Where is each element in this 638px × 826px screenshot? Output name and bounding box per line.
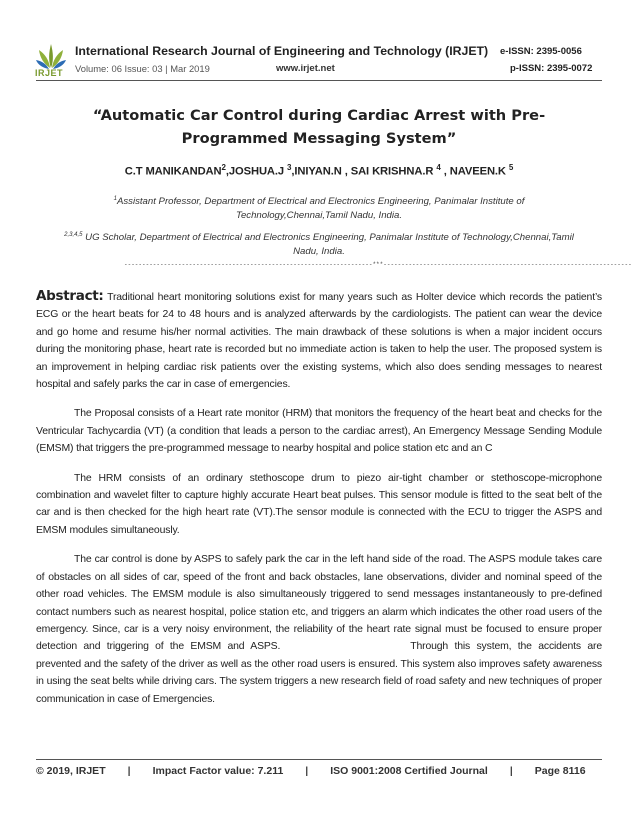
author-name: , NAVEEN.K (440, 165, 509, 178)
author-sup: 4 (436, 163, 441, 172)
affiliation-text: Assistant Professor, Department of Electrical and Electronics Engineering, Panimalar Institute of Technology,Chennai,Tamil Nadu, India. (116, 196, 525, 222)
page-footer (36, 765, 602, 777)
body-paragraph: The Proposal consists of a Heart rate monitor (HRM) that monitors the frequency of the heart beat and checks for the Ventricular Tachycardia (VT) (a condition that leads a person to the cardiac arrest), An Emergency Message Sending Module (EMSM) that triggers the pre-programmed message to nearby hospital and police station etc and an C (36, 408, 602, 455)
author-sup: 3 (287, 163, 292, 172)
paragraph-text: The car control is done by ASPS to safely park the car in the left hand side of the road. The ASPS module takes care of obstacles on all sides of car, speed of the front and back obstacles, lane observations, divider and nominal speed of the other road vehicles. The EMSM module is also simultaneously triggered to send messages instantaneously to pre-defined contact numbers such as nearest hospital, police station etc, and triggers an alarm which indicates the other road users of the emergency. Since, car is a very noisy environment, the reliability of the heart rate signal must be focused to ensure proper detection and triggering of the EMSM and ASPS. (36, 554, 602, 653)
author-name: ,JOSHUA.J (225, 165, 288, 178)
affiliation-sup: 2,3,4,5 (64, 232, 83, 238)
logo-text: IRJET (35, 68, 64, 78)
header-rule (36, 80, 602, 81)
author-list (40, 163, 598, 178)
affiliation (60, 192, 578, 223)
page-number: Page 8116 (534, 765, 586, 777)
page-header (0, 0, 638, 84)
abstract-paragraph (36, 288, 602, 393)
author-sup: 5 (508, 163, 514, 172)
journal-name: International Research Journal of Engineering and Technology (IRJET) (75, 44, 489, 58)
paper-title: “Automatic Car Control during Cardiac Arrest with Pre-Programmed Messaging System” (92, 107, 546, 147)
e-issn: e-ISSN: 2395-0056 (500, 46, 582, 57)
abstract-text: Traditional heart monitoring solutions exist for many years such as Holter device which records the patient’s ECG or the heart beats for 24 to 48 hours and is analyzed afterwards by the cardiologists. The patient can wear the device and go home and resume his/her normal activities. The main drawback of these solutions is when a major incident occurs during the monitoring phase, heart rate is recorded but no immediate action is taken to help the user. The proposed system is an improvement in helping cardiac risk patients over the existing systems, which also does sending messages to nearest hospital and safely parks the car in case of emergencies. (36, 292, 602, 391)
affiliation (60, 228, 578, 259)
section-separator: ---------------------------------------------------------------------***--------------------------------------------------------------------- (124, 261, 632, 268)
journal-website-link[interactable]: www.irjet.net (276, 63, 335, 74)
impact-factor: Impact Factor value: 7.211 (152, 765, 284, 777)
affiliation-text: UG Scholar, Department of Electrical and Electronics Engineering, Panimalar Institute of Technology,Chennai,Tamil Nadu, India. (82, 232, 574, 258)
footer-rule (36, 759, 602, 760)
footer-divider: | (127, 765, 131, 777)
abstract-label: Abstract: (36, 288, 104, 304)
footer-divider: | (305, 765, 309, 777)
footer-divider: | (509, 765, 513, 777)
iso-certification: ISO 9001:2008 Certified Journal (330, 765, 488, 777)
volume-issue: Volume: 06 Issue: 03 | Mar 2019 (75, 63, 210, 74)
copyright: © 2019, IRJET (36, 765, 106, 777)
paragraph-text: Through this system, the accidents are prevented and the safety of the driver as well as the other road users is ensured. This system also improves safety awareness in using the seat belts while driving cars. The system triggers a new research field of road safety and new techniques of proper communication in case of Emergencies. (36, 641, 602, 705)
paper-body (36, 288, 602, 720)
affiliation-sup: 1 (113, 196, 117, 202)
p-issn: p-ISSN: 2395-0072 (510, 63, 593, 74)
author-sup: 2 (221, 163, 226, 172)
author-name: C.T MANIKANDAN (124, 165, 222, 178)
body-paragraph (36, 551, 602, 708)
author-name: ,INIYAN.N , SAI KRISHNA.R (291, 165, 437, 178)
body-paragraph: The HRM consists of an ordinary stethoscope drum to piezo air-tight chamber or stethoscope-microphone combination and wavelet filter to capture highly accurate Heart beat pulses. This sensor module is fitted to the seat belt of the car and is then checked for the high heart rate (VT).The sensor module is connected with the ECU to trigger the ASPS and EMSM modules simultaneously. (36, 472, 602, 536)
